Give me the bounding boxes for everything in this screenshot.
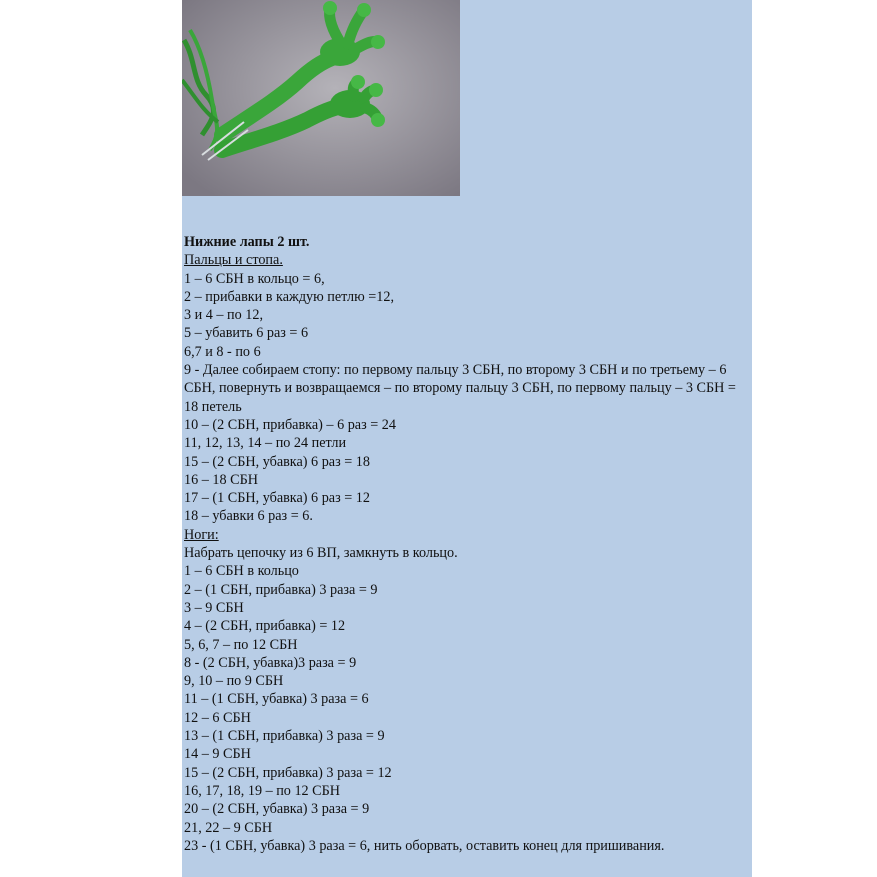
pattern-row: 1 – 6 СБН в кольцо = 6, (184, 270, 325, 287)
pattern-row: 9 - Далее собираем стопу: по первому пальцу 3 СБН, по второму 3 СБН и по третьему – 6 СБН, повернуть и возвращаемся – по второму пальцу 3 СБН, по первому пальцу – 3 СБН = 18 петель (184, 362, 736, 415)
pattern-row: 3 – 9 СБН (184, 599, 244, 616)
pattern-row: 5, 6, 7 – по 12 СБН (184, 636, 298, 653)
pattern-row: 1 – 6 СБН в кольцо (184, 563, 299, 580)
pattern-row: 10 – (2 СБН, прибавка) – 6 раз = 24 (184, 416, 396, 433)
pattern-row: 3 и 4 – по 12, (184, 307, 264, 324)
pattern-row: 23 - (1 СБН, убавка) 3 раза = 6, нить оборвать, оставить конец для пришивания. (184, 837, 665, 854)
document-page (182, 0, 752, 877)
pattern-row: 16 – 18 СБН (184, 471, 258, 488)
toes-rows (184, 270, 750, 526)
pattern-row: 21, 22 – 9 СБН (184, 819, 273, 836)
pattern-row: 4 – (2 СБН, прибавка) = 12 (184, 618, 346, 635)
pattern-row: 20 – (2 СБН, убавка) 3 раза = 9 (184, 801, 370, 818)
pattern-row: 12 – 6 СБН (184, 709, 251, 726)
pattern-row: 18 – убавки 6 раз = 6. (184, 508, 313, 525)
pattern-row: 9, 10 – по 9 СБН (184, 673, 284, 690)
pattern-row: 15 – (2 СБН, убавка) 6 раз = 18 (184, 453, 370, 470)
legs-rows (184, 544, 750, 855)
pattern-row: 6,7 и 8 - по 6 (184, 343, 261, 360)
pattern-row: 16, 17, 18, 19 – по 12 СБН (184, 782, 341, 799)
pattern-row: 5 – убавить 6 раз = 6 (184, 325, 309, 342)
pattern-row: Набрать цепочку из 6 ВП, замкнуть в кольцо. (184, 545, 458, 562)
pattern-row: 11, 12, 13, 14 – по 24 петли (184, 435, 347, 452)
crocheted-frog-legs-photo (182, 0, 460, 196)
pattern-row: 15 – (2 СБН, прибавка) 3 раза = 12 (184, 764, 392, 781)
pattern-row: 2 – (1 СБН, прибавка) 3 раза = 9 (184, 581, 378, 598)
section-title: Нижние лапы 2 шт. (184, 234, 310, 250)
legs-heading: Ноги: (184, 526, 219, 543)
pattern-row: 14 – 9 СБН (184, 746, 251, 763)
toes-heading: Пальцы и стопа. (184, 252, 283, 269)
pattern-text (184, 233, 750, 855)
pattern-row: 11 – (1 СБН, убавка) 3 раза = 6 (184, 691, 369, 708)
pattern-row: 13 – (1 СБН, прибавка) 3 раза = 9 (184, 728, 385, 745)
pattern-row: 2 – прибавки в каждую петлю =12, (184, 288, 394, 305)
pattern-row: 8 - (2 СБН, убавка)3 раза = 9 (184, 654, 357, 671)
pattern-row: 17 – (1 СБН, убавка) 6 раз = 12 (184, 490, 370, 507)
